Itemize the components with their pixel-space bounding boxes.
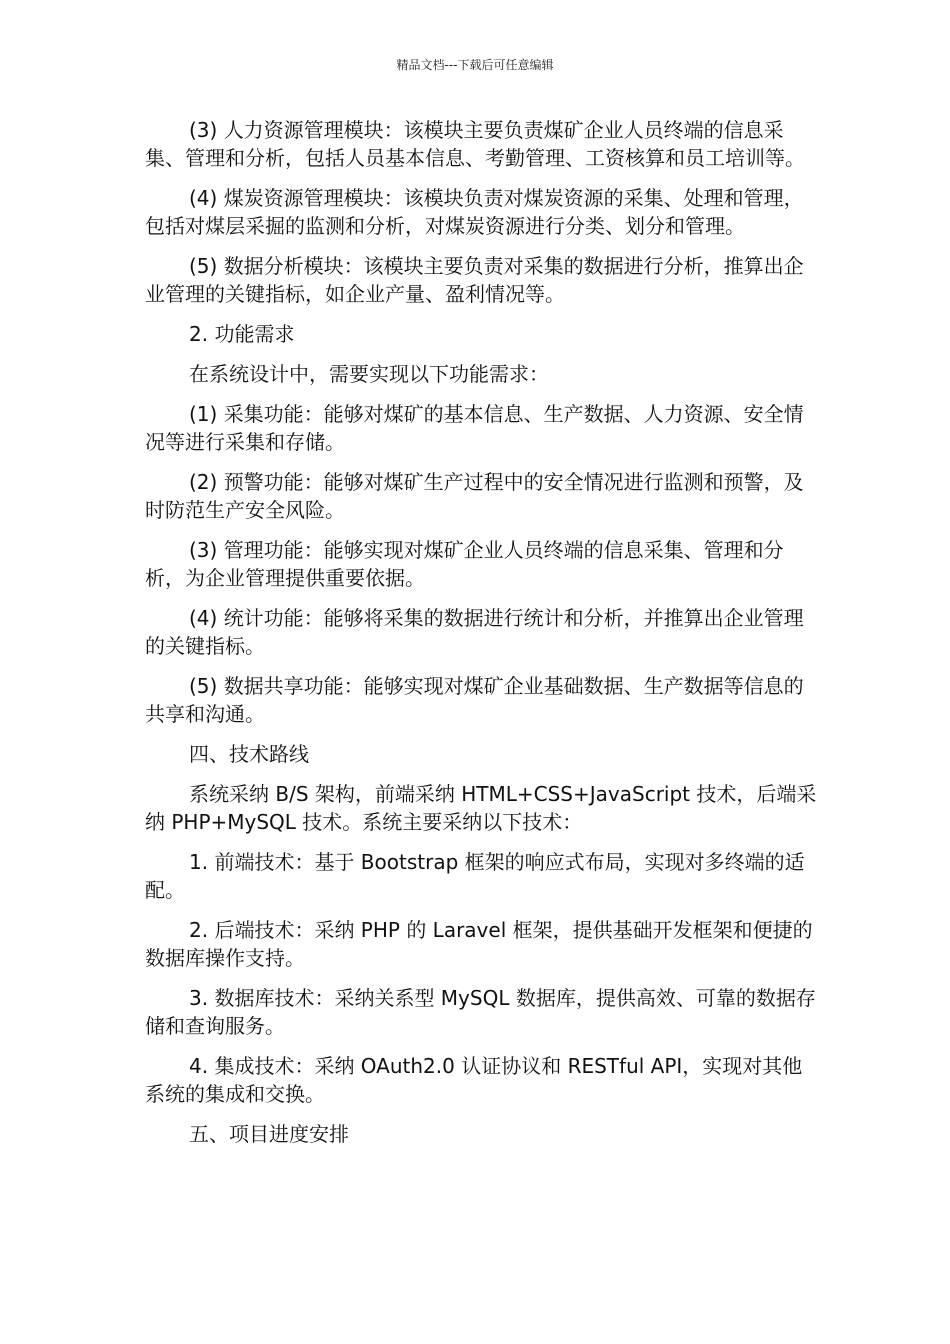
section-heading-functional-requirements: 2. 功能需求: [189, 322, 295, 346]
paragraph-requirements-intro: 在系统设计中，需要实现以下功能需求：: [189, 362, 549, 386]
paragraph-warning-function: (2) 预警功能：能够对煤矿生产过程中的安全情况进行监测和预警，及时防范生产安全风险。: [145, 470, 804, 522]
document-body: [145, 116, 817, 1160]
paragraph-backend-tech: 2. 后端技术：采纳 PHP 的 Laravel 框架，提供基础开发框架和便捷的数据库操作支持。: [145, 918, 813, 970]
paragraph-statistics-function: (4) 统计功能：能够将采集的数据进行统计和分析，并推算出企业管理的关键指标。: [145, 606, 804, 658]
section-heading-schedule: 五、项目进度安排: [189, 1122, 349, 1146]
paragraph-coal-module: (4) 煤炭资源管理模块：该模块负责对煤炭资源的采集、处理和管理，包括对煤层采掘的监测和分析，对煤炭资源进行分类、划分和管理。: [145, 186, 804, 238]
paragraph-frontend-tech: 1. 前端技术：基于 Bootstrap 框架的响应式布局，实现对多终端的适配。: [145, 850, 805, 902]
section-heading-technical-route: 四、技术路线: [189, 742, 309, 766]
paragraph-analysis-module: (5) 数据分析模块：该模块主要负责对采集的数据进行分析，推算出企业管理的关键指标，如企业产量、盈利情况等。: [145, 254, 804, 306]
paragraph-management-function: (3) 管理功能：能够实现对煤矿企业人员终端的信息采集、管理和分析，为企业管理提供重要依据。: [145, 538, 784, 590]
paragraph-integration-tech: 4. 集成技术：采纳 OAuth2.0 认证协议和 RESTful API，实现对其他系统的集成和交换。: [145, 1054, 803, 1106]
paragraph-data-sharing-function: (5) 数据共享功能：能够实现对煤矿企业基础数据、生产数据等信息的共享和沟通。: [145, 674, 804, 726]
paragraph-database-tech: 3. 数据库技术：采纳关系型 MySQL 数据库，提供高效、可靠的数据存储和查询服务。: [145, 986, 816, 1038]
paragraph-architecture: 系统采纳 B/S 架构，前端采纳 HTML+CSS+JavaScript 技术，后端采纳 PHP+MySQL 技术。系统主要采纳以下技术：: [145, 782, 817, 834]
paragraph-hr-module: (3) 人力资源管理模块：该模块主要负责煤矿企业人员终端的信息采集、管理和分析，包括人员基本信息、考勤管理、工资核算和员工培训等。: [145, 118, 805, 170]
page-header: 精品文档---下载后可任意编辑: [396, 58, 554, 72]
paragraph-collection-function: (1) 采集功能：能够对煤矿的基本信息、生产数据、人力资源、安全情况等进行采集和存储。: [145, 402, 804, 454]
